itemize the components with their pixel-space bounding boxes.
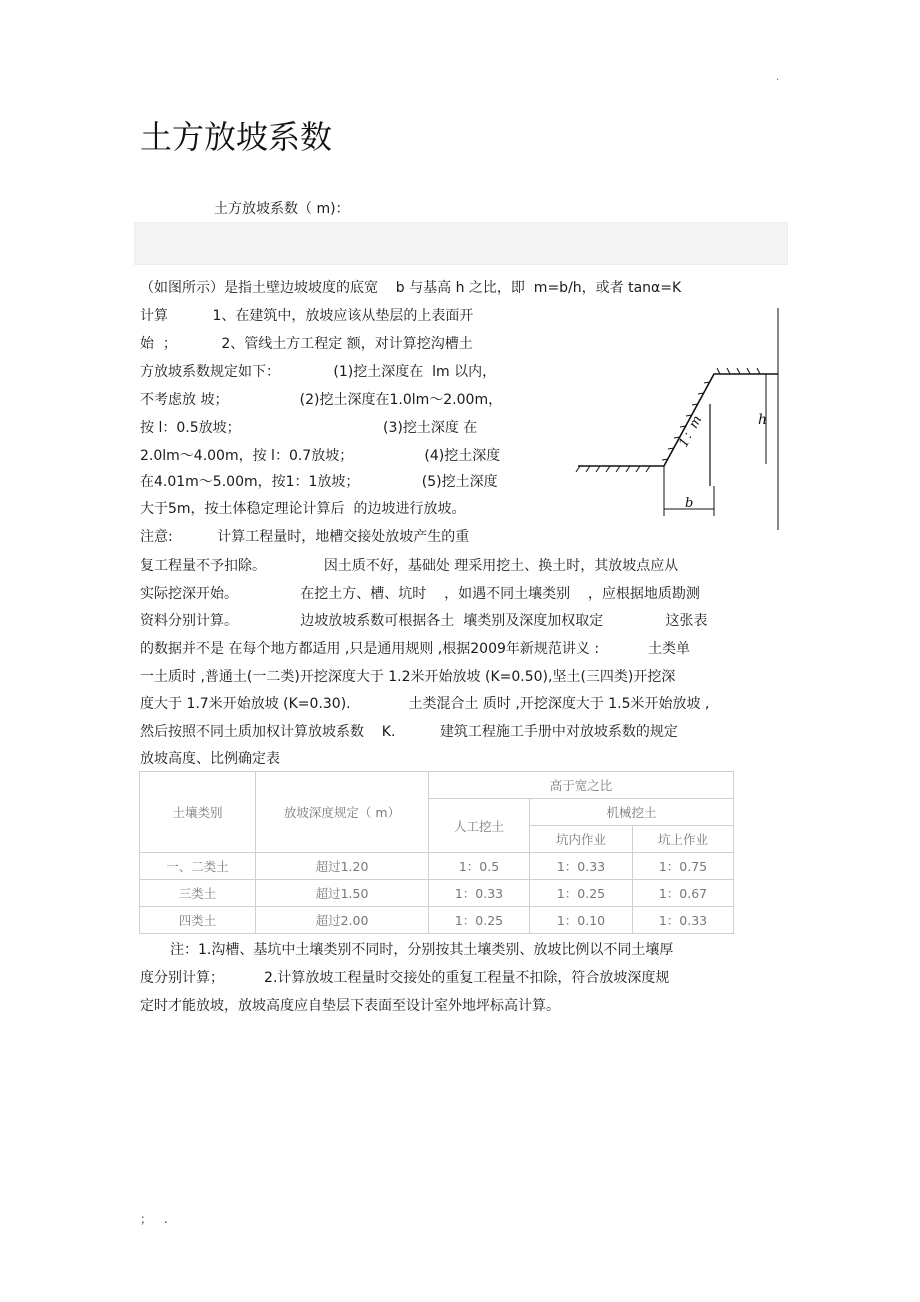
header-pit-inside: 坑内作业 (530, 826, 633, 853)
body-line: 计算 1、在建筑中，放坡应该从垫层的上表面开 (140, 308, 474, 324)
body-line: 放坡高度、比例确定表 (140, 751, 280, 767)
table-cell: 三类土 (140, 880, 256, 907)
header-machine-excavation: 机械挖土 (530, 799, 734, 826)
table-row (140, 907, 734, 934)
hatch-marks (576, 368, 760, 472)
slope-diagram (572, 306, 784, 530)
note-line: 度分别计算； 2.计算放坡工程量时交接处的重复工程量不扣除，符合放坡深度规 (140, 970, 670, 986)
table-cell: 超过1.50 (256, 880, 429, 907)
table-cell: 1：0.33 (633, 907, 734, 934)
table-cell: 一、二类土 (140, 853, 256, 880)
body-line: 然后按照不同土质加权计算放坡系数 K. 建筑工程施工手册中对放坡系数的规定 (140, 724, 678, 740)
header-pit-top: 坑上作业 (633, 826, 734, 853)
header-soil-type: 土壤类别 (140, 772, 256, 853)
slope-label: 1：m (676, 413, 706, 450)
table-cell: 超过2.00 (256, 907, 429, 934)
table-row (140, 853, 734, 880)
body-line: 不考虑放 坡； (2)挖土深度在1.0lm～2.00m， (140, 392, 503, 408)
header-manual-excavation: 人工挖土 (429, 799, 530, 853)
base-label: b (685, 496, 694, 511)
body-line: 的数据并不是 在每个地方都适用 ,只是通用规则 ,根据2009年新规范讲义 : 土类单 (140, 641, 690, 657)
body-line: 大于5m，按土体稳定理论计算后 的边坡进行放坡。 (140, 501, 466, 517)
page-corner-mark: . (776, 72, 780, 83)
slope-ratio-table (139, 771, 734, 934)
body-line: 资料分别计算。 边坡放坡系数可根据各土 壤类别及深度加权取定 这张表 (140, 613, 708, 629)
table-cell: 1：0.25 (530, 880, 633, 907)
body-line: 始 ； 2、管线土方工程定 额，对计算挖沟槽土 (140, 336, 473, 352)
header-height-width-ratio: 高于宽之比 (429, 772, 734, 799)
table-cell: 1：0.33 (530, 853, 633, 880)
table-cell: 1：0.25 (429, 907, 530, 934)
table-cell: 四类土 (140, 907, 256, 934)
table-cell: 1：0.75 (633, 853, 734, 880)
header-slope-depth: 放坡深度规定（ m） (256, 772, 429, 853)
body-line: （如图所示）是指土壁边坡坡度的底宽 b 与基高 h 之比，即 m=b/h，或者 tanα=K (140, 280, 682, 296)
table-row (140, 880, 734, 907)
note-line: 定时才能放坡，放坡高度应自垫层下表面至设计室外地坪标高计算。 (140, 998, 560, 1014)
table-cell: 超过1.20 (256, 853, 429, 880)
table-cell: 1：0.67 (633, 880, 734, 907)
body-line: 复工程量不予扣除。 因土质不好，基础处 理采用挖土、换土时，其放坡点应从 (140, 558, 679, 574)
body-line: 度大于 1.7米开始放坡 (K=0.30). 土类混合土 质时 ,开挖深度大于 1.5米开始放坡 , (140, 696, 710, 712)
body-line: 注意: 计算工程量时，地槽交接处放坡产生的重 (140, 529, 470, 545)
body-line: 一土质时 ,普通土(一二类)开挖深度大于 1.2米开始放坡 (K=0.50),坚土(三四类)开挖深 (140, 669, 676, 685)
body-line: 按 l：0.5放坡； (3)挖土深度 在 (140, 420, 478, 436)
height-label: h (758, 412, 768, 428)
body-line: 在4.01m～5.00m，按1：1放坡； (5)挖土深度 (140, 474, 498, 490)
table-cell: 1：0.5 (429, 853, 530, 880)
page-title: 土方放坡系数 (140, 118, 333, 156)
ground-line (578, 374, 778, 466)
table-cell: 1：0.10 (530, 907, 633, 934)
table-cell: 1：0.33 (429, 880, 530, 907)
body-line: 实际挖深开始。 在挖土方、槽、坑时 ，如遇不同土壤类别 ，应根据地质勘测 (140, 586, 700, 602)
grey-band (134, 222, 788, 265)
subtitle: 土方放坡系数（ m)： (214, 201, 350, 217)
body-line: 方放坡系数规定如下： (1)挖土深度在 lm 以内， (140, 364, 497, 380)
page-footer-mark: ； . (140, 1212, 172, 1226)
body-line: 2.0lm～4.00m，按 l：0.7放坡； (4)挖土深度 (140, 448, 501, 464)
note-line: 注：1.沟槽、基坑中土壤类别不同时，分别按其土壤类别、放坡比例以不同土壤厚 (170, 942, 674, 958)
